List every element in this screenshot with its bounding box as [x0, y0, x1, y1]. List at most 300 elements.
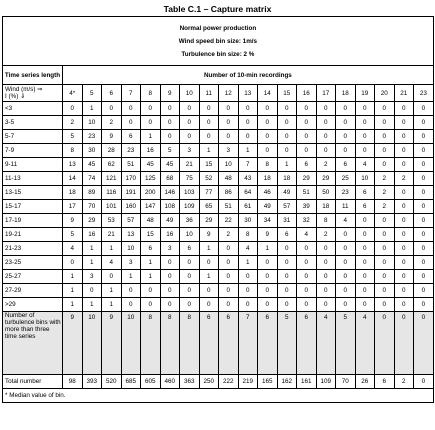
summary-cell: 4	[355, 312, 375, 375]
total-row	[3, 375, 434, 389]
table-cell: 0	[199, 298, 219, 312]
table-cell: 34	[258, 214, 278, 228]
table-cell: 0	[219, 284, 239, 298]
wind-speed-header: 12	[219, 85, 239, 102]
table-cell: 6	[180, 242, 200, 256]
table-cell: 0	[316, 298, 336, 312]
wind-speed-header: 21	[394, 85, 414, 102]
wind-speed-header: 9	[160, 85, 180, 102]
table-cell: 86	[219, 186, 239, 200]
table-cell: 0	[375, 284, 395, 298]
capture-matrix-table	[2, 16, 434, 403]
table-cell: 0	[414, 228, 434, 242]
table-cell: 0	[180, 102, 200, 116]
wind-speed-header: 13	[238, 85, 258, 102]
table-cell: 0	[277, 102, 297, 116]
table-cell: 1	[121, 270, 141, 284]
table-cell: 16	[82, 228, 102, 242]
table-cell: 10	[180, 228, 200, 242]
table-cell: 101	[102, 200, 122, 214]
table-cell: 3	[219, 144, 239, 158]
table-cell: 0	[375, 298, 395, 312]
wind-speed-header: 8	[141, 85, 161, 102]
wind-speed-header: 20	[375, 85, 395, 102]
table-cell: 0	[258, 144, 278, 158]
table-cell: 0	[219, 298, 239, 312]
table-cell: 0	[394, 256, 414, 270]
total-cell: 520	[102, 375, 122, 389]
total-cell: 685	[121, 375, 141, 389]
table-cell: 0	[414, 214, 434, 228]
table-cell: 0	[258, 270, 278, 284]
table-cell: 0	[414, 242, 434, 256]
table-cell: 51	[121, 158, 141, 172]
table-cell: 2	[316, 158, 336, 172]
table-cell: 0	[238, 102, 258, 116]
table-row	[3, 270, 434, 284]
table-cell: 13	[63, 158, 83, 172]
table-cell: 57	[277, 200, 297, 214]
table-cell: 45	[82, 158, 102, 172]
table-cell: 18	[277, 172, 297, 186]
summary-cell: 6	[199, 312, 219, 375]
table-cell: 0	[219, 102, 239, 116]
table-cell: 0	[297, 130, 317, 144]
table-cell: 0	[394, 102, 414, 116]
table-cell: 0	[394, 284, 414, 298]
table-cell: 0	[180, 270, 200, 284]
table-cell: 49	[258, 200, 278, 214]
table-cell: 0	[414, 186, 434, 200]
table-cell: 5	[63, 130, 83, 144]
table-cell: 9	[63, 214, 83, 228]
table-cell: 6	[297, 158, 317, 172]
table-cell: 1	[82, 298, 102, 312]
table-cell: 36	[180, 214, 200, 228]
table-cell: 0	[160, 102, 180, 116]
table-cell: 62	[102, 158, 122, 172]
table-cell: 0	[394, 242, 414, 256]
table-cell: 1	[102, 284, 122, 298]
table-cell: 3	[180, 144, 200, 158]
table-cell: 2	[102, 116, 122, 130]
table-cell: 45	[160, 158, 180, 172]
turbulence-bin-label: 11-13	[3, 172, 63, 186]
summary-cell: 6	[219, 312, 239, 375]
table-cell: 2	[375, 200, 395, 214]
table-cell: 0	[375, 228, 395, 242]
table-cell: 0	[258, 256, 278, 270]
table-cell: 0	[297, 256, 317, 270]
wind-speed-header: 19	[355, 85, 375, 102]
summary-cell: 0	[375, 312, 395, 375]
table-cell: 6	[277, 228, 297, 242]
table-cell: 1	[141, 256, 161, 270]
table-cell: 0	[219, 270, 239, 284]
table-cell: 0	[297, 242, 317, 256]
table-cell: 170	[121, 172, 141, 186]
table-cell: 3	[82, 270, 102, 284]
table-cell: 1	[199, 242, 219, 256]
table-cell: 4	[102, 256, 122, 270]
table-cell: 10	[121, 242, 141, 256]
table-cell: 0	[336, 298, 356, 312]
summary-cell: 0	[414, 312, 434, 375]
summary-cell: 5	[277, 312, 297, 375]
table-row	[3, 130, 434, 144]
table-cell: 8	[63, 144, 83, 158]
table-cell: 70	[82, 200, 102, 214]
table-row	[3, 242, 434, 256]
table-cell: 23	[121, 144, 141, 158]
table-cell: 0	[277, 116, 297, 130]
table-cell: 0	[238, 298, 258, 312]
table-cell: 0	[414, 298, 434, 312]
table-cell: 5	[63, 228, 83, 242]
total-cell: 109	[316, 375, 336, 389]
turbulence-bin-label: 9-11	[3, 158, 63, 172]
table-cell: 109	[180, 200, 200, 214]
table-cell: 0	[199, 116, 219, 130]
table-cell: 0	[355, 102, 375, 116]
table-caption: Table C.1 – Capture matrix	[163, 4, 272, 14]
table-cell: 0	[375, 144, 395, 158]
turbulence-bin-label: 23-25	[3, 256, 63, 270]
summary-cell: 6	[258, 312, 278, 375]
table-cell: 0	[102, 270, 122, 284]
table-row	[3, 172, 434, 186]
table-cell: 0	[394, 298, 414, 312]
summary-cell: 8	[160, 312, 180, 375]
table-cell: 0	[336, 102, 356, 116]
table-cell: 0	[336, 144, 356, 158]
total-cell: 605	[141, 375, 161, 389]
total-cell: 162	[277, 375, 297, 389]
table-cell: 0	[375, 242, 395, 256]
table-cell: 0	[414, 172, 434, 186]
table-cell: 8	[258, 158, 278, 172]
summary-cell: 7	[238, 312, 258, 375]
total-cell: 26	[355, 375, 375, 389]
total-cell: 363	[180, 375, 200, 389]
header-line-1: Normal power production	[179, 24, 257, 32]
table-cell: 75	[180, 172, 200, 186]
wind-ti-label	[3, 85, 63, 102]
table-cell: 10	[82, 116, 102, 130]
total-cell: 222	[219, 375, 239, 389]
table-cell: 0	[277, 256, 297, 270]
table-cell: 0	[414, 144, 434, 158]
turbulence-bin-label: 5-7	[3, 130, 63, 144]
table-cell: 29	[199, 214, 219, 228]
table-cell: 6	[336, 158, 356, 172]
table-cell: 1	[141, 130, 161, 144]
table-cell: 0	[141, 116, 161, 130]
table-cell: 0	[199, 102, 219, 116]
turbulence-bin-label: 15-17	[3, 200, 63, 214]
table-cell: 0	[121, 102, 141, 116]
table-cell: 0	[219, 256, 239, 270]
table-cell: 1	[102, 298, 122, 312]
table-cell: 2	[63, 116, 83, 130]
table-cell: 28	[102, 144, 122, 158]
table-row	[3, 298, 434, 312]
turbulence-bin-label: 7-9	[3, 144, 63, 158]
table-cell: 43	[238, 172, 258, 186]
wind-speed-header: 23	[414, 85, 434, 102]
table-cell: 0	[199, 284, 219, 298]
table-cell: 0	[414, 116, 434, 130]
table-cell: 9	[258, 228, 278, 242]
total-cell: 70	[336, 375, 356, 389]
table-row	[3, 200, 434, 214]
table-cell: 0	[375, 256, 395, 270]
table-cell: 4	[63, 242, 83, 256]
table-cell: 1	[63, 298, 83, 312]
table-cell: 8	[238, 228, 258, 242]
table-cell: 0	[141, 284, 161, 298]
table-cell: 4	[355, 158, 375, 172]
table-cell: 0	[238, 284, 258, 298]
table-cell: 0	[297, 102, 317, 116]
table-cell: 4	[336, 214, 356, 228]
table-cell: 74	[82, 172, 102, 186]
table-cell: 2	[375, 186, 395, 200]
header-block	[3, 17, 434, 66]
table-cell: 0	[219, 242, 239, 256]
table-cell: 0	[160, 284, 180, 298]
table-cell: 0	[316, 284, 336, 298]
table-cell: 2	[219, 228, 239, 242]
table-cell: 18	[316, 200, 336, 214]
table-cell: 49	[277, 186, 297, 200]
turbulence-bin-label: 27-29	[3, 284, 63, 298]
table-cell: 0	[180, 284, 200, 298]
wind-speed-header: 15	[277, 85, 297, 102]
table-cell: 22	[219, 214, 239, 228]
table-cell: 0	[277, 130, 297, 144]
total-cell: 161	[297, 375, 317, 389]
table-cell: 39	[297, 200, 317, 214]
table-cell: 0	[297, 144, 317, 158]
table-cell: 9	[102, 130, 122, 144]
table-row	[3, 256, 434, 270]
table-cell: 103	[180, 186, 200, 200]
table-cell: 0	[102, 102, 122, 116]
table-cell: 0	[414, 200, 434, 214]
table-cell: 65	[199, 200, 219, 214]
table-cell: 0	[336, 130, 356, 144]
table-cell: 29	[297, 172, 317, 186]
table-cell: 0	[121, 298, 141, 312]
table-cell: 0	[277, 242, 297, 256]
turbulence-bin-label: >29	[3, 298, 63, 312]
turbulence-bin-label: 13-15	[3, 186, 63, 200]
table-cell: 0	[414, 102, 434, 116]
table-cell: 0	[394, 186, 414, 200]
table-cell: 0	[297, 298, 317, 312]
wind-speed-header: 18	[336, 85, 356, 102]
table-cell: 0	[297, 270, 317, 284]
table-cell: 29	[82, 214, 102, 228]
footnote-row	[3, 389, 434, 403]
table-cell: 0	[82, 284, 102, 298]
table-cell: 0	[180, 256, 200, 270]
wind-speed-row	[3, 85, 434, 102]
table-cell: 23	[336, 186, 356, 200]
table-cell: 0	[121, 116, 141, 130]
wind-label: Wind (m/s) ⇒	[5, 86, 43, 93]
time-series-length-label: Time series length	[3, 66, 63, 85]
table-cell: 0	[297, 116, 317, 130]
table-cell: 0	[394, 144, 414, 158]
table-cell: 0	[355, 284, 375, 298]
summary-label: Number of turbulence bins with more than three time series	[3, 312, 63, 375]
table-cell: 0	[355, 130, 375, 144]
table-cell: 0	[414, 158, 434, 172]
wind-speed-header: 7	[121, 85, 141, 102]
table-cell: 0	[316, 130, 336, 144]
table-row	[3, 102, 434, 116]
table-cell: 77	[199, 186, 219, 200]
summary-cell: 10	[121, 312, 141, 375]
table-cell: 1	[82, 102, 102, 116]
table-cell: 48	[141, 214, 161, 228]
ti-label: I (%) ⇓	[5, 93, 26, 100]
table-cell: 57	[121, 214, 141, 228]
wind-speed-header: 14	[258, 85, 278, 102]
table-cell: 4	[238, 242, 258, 256]
table-cell: 6	[355, 186, 375, 200]
table-cell: 1	[102, 242, 122, 256]
table-cell: 0	[258, 298, 278, 312]
wind-speed-header: 17	[316, 85, 336, 102]
wind-speed-header: 16	[297, 85, 317, 102]
table-cell: 29	[316, 172, 336, 186]
table-cell: 0	[336, 256, 356, 270]
table-cell: 64	[238, 186, 258, 200]
table-cell: 6	[121, 130, 141, 144]
table-cell: 16	[160, 228, 180, 242]
table-cell: 0	[394, 214, 414, 228]
table-cell: 0	[297, 284, 317, 298]
table-cell: 1	[238, 256, 258, 270]
table-cell: 7	[238, 158, 258, 172]
table-row	[3, 228, 434, 242]
table-cell: 125	[141, 172, 161, 186]
table-cell: 0	[219, 116, 239, 130]
table-cell: 0	[316, 270, 336, 284]
table-cell: 0	[414, 284, 434, 298]
total-cell: 250	[199, 375, 219, 389]
table-cell: 2	[394, 172, 414, 186]
table-row	[3, 144, 434, 158]
table-cell: 0	[160, 270, 180, 284]
table-cell: 21	[102, 228, 122, 242]
total-cell: 460	[160, 375, 180, 389]
table-cell: 0	[394, 270, 414, 284]
table-cell: 1	[82, 242, 102, 256]
table-cell: 18	[258, 172, 278, 186]
table-cell: 146	[160, 186, 180, 200]
table-cell: 0	[355, 214, 375, 228]
table-cell: 200	[141, 186, 161, 200]
total-cell: 6	[375, 375, 395, 389]
time-series-row	[3, 66, 434, 85]
table-cell: 6	[141, 242, 161, 256]
summary-cell: 5	[336, 312, 356, 375]
table-cell: 9	[199, 228, 219, 242]
table-cell: 48	[219, 172, 239, 186]
summary-cell: 8	[180, 312, 200, 375]
table-cell: 0	[336, 284, 356, 298]
table-cell: 1	[82, 256, 102, 270]
table-cell: 0	[180, 116, 200, 130]
table-cell: 0	[355, 270, 375, 284]
table-cell: 0	[277, 144, 297, 158]
table-cell: 1	[63, 270, 83, 284]
table-cell: 15	[199, 158, 219, 172]
table-cell: 108	[160, 200, 180, 214]
table-cell: 13	[121, 228, 141, 242]
table-cell: 30	[82, 144, 102, 158]
table-cell: 191	[121, 186, 141, 200]
table-row	[3, 158, 434, 172]
table-cell: 11	[336, 200, 356, 214]
table-cell: 147	[141, 200, 161, 214]
table-cell: 23	[82, 130, 102, 144]
table-cell: 0	[316, 116, 336, 130]
table-cell: 8	[316, 214, 336, 228]
wind-speed-header: 10	[180, 85, 200, 102]
table-cell: 0	[414, 256, 434, 270]
table-cell: 0	[375, 158, 395, 172]
table-cell: 0	[355, 242, 375, 256]
table-cell: 0	[316, 102, 336, 116]
table-cell: 0	[394, 228, 414, 242]
table-cell: 0	[258, 284, 278, 298]
total-cell: 393	[82, 375, 102, 389]
table-cell: 0	[180, 130, 200, 144]
table-cell: 0	[336, 116, 356, 130]
summary-row	[3, 312, 434, 375]
table-cell: 51	[297, 186, 317, 200]
total-cell: 0	[414, 375, 434, 389]
table-cell: 0	[160, 130, 180, 144]
table-cell: 18	[63, 186, 83, 200]
turbulence-bin-label: 19-21	[3, 228, 63, 242]
table-cell: 0	[160, 256, 180, 270]
table-cell: 0	[414, 130, 434, 144]
table-cell: 0	[336, 242, 356, 256]
table-cell: 49	[160, 214, 180, 228]
total-label: Total number	[3, 375, 63, 389]
table-cell: 0	[219, 130, 239, 144]
header-block-row	[3, 17, 434, 66]
header-line-2: Wind speed bin size: 1m/s	[178, 37, 258, 45]
turbulence-bin-label: 25-27	[3, 270, 63, 284]
table-cell: 0	[394, 130, 414, 144]
total-cell: 98	[63, 375, 83, 389]
table-cell: 116	[102, 186, 122, 200]
table-cell: 0	[355, 298, 375, 312]
table-cell: 15	[141, 228, 161, 242]
table-cell: 1	[199, 144, 219, 158]
table-cell: 1	[63, 284, 83, 298]
table-cell: 0	[375, 270, 395, 284]
table-row	[3, 214, 434, 228]
summary-cell: 4	[316, 312, 336, 375]
